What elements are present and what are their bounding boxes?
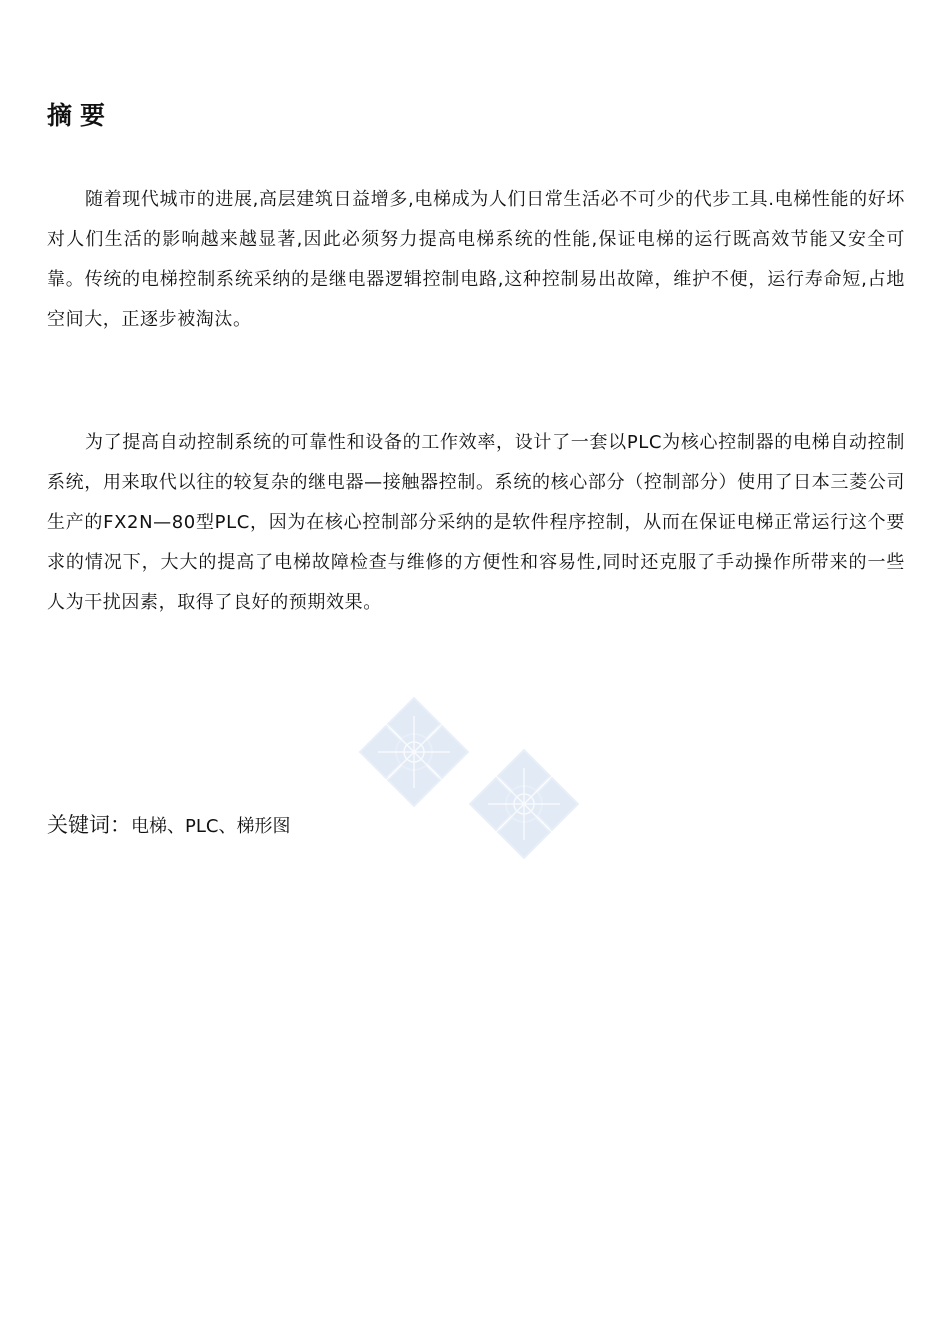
keywords-line bbox=[47, 808, 290, 844]
abstract-heading: 摘要 bbox=[47, 101, 114, 130]
keywords-label: 关键词： bbox=[47, 813, 131, 837]
snowflake-watermark-icon bbox=[356, 694, 472, 810]
abstract-paragraph-1: 随着现代城市的进展,高层建筑日益增多,电梯成为人们日常生活必不可少的代步工具.电梯性能的好坏对人们生活的影响越来越显著,因此必须努力提高电梯系统的性能,保证电梯的运行既高效节能又安全可靠。传统的电梯控制系统采纳的是继电器逻辑控制电路,这种控制易出故障，维护不便，运行寿命短,占地空间大，正逐步被淘汰。 bbox=[47, 189, 905, 330]
abstract-paragraph-2: 为了提高自动控制系统的可靠性和设备的工作效率，设计了一套以PLC为核心控制器的电梯自动控制系统，用来取代以往的较复杂的继电器—接触器控制。系统的核心部分（控制部分）使用了日本三菱公司生产的FX2N—80型PLC，因为在核心控制部分采纳的是软件程序控制，从而在保证电梯正常运行这个要求的情况下，大大的提高了电梯故障检查与维修的方便性和容易性,同时还克服了手动操作所带来的一些人为干扰因素，取得了良好的预期效果。 bbox=[47, 432, 905, 613]
keywords-value: 电梯、PLC、梯形图 bbox=[131, 816, 291, 837]
snowflake-watermark-icon bbox=[466, 746, 582, 862]
